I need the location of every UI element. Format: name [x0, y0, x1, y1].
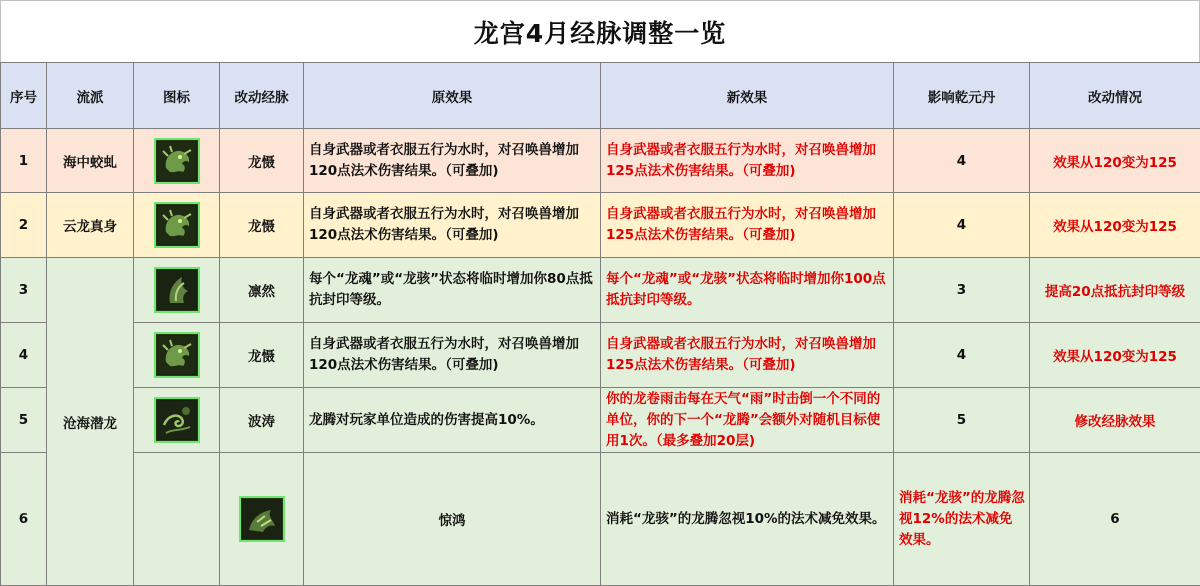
row-index: 3 [1, 258, 47, 323]
row-school: 云龙真身 [47, 193, 134, 258]
header-icon: 图标 [134, 63, 220, 129]
row-old-effect: 自身武器或者衣服五行为水时，对召唤兽增加120点法术伤害结果。（可叠加) [304, 129, 601, 193]
header-index: 序号 [1, 63, 47, 129]
meridian-table [0, 62, 1200, 586]
row-pill: 6 [1030, 453, 1200, 586]
row-meridian: 龙慑 [220, 193, 304, 258]
row-pill: 4 [894, 193, 1030, 258]
header-pill: 影响乾元丹 [894, 63, 1030, 129]
dragon-head-icon [154, 332, 200, 378]
dragon-roar-icon [239, 496, 285, 542]
row-meridian: 凛然 [220, 258, 304, 323]
row-old-effect: 龙腾对玩家单位造成的伤害提高10%。 [304, 388, 601, 453]
row-school [134, 453, 220, 586]
row-new-effect: 消耗“龙骇”的龙腾忽视12%的法术减免效果。 [894, 453, 1030, 586]
table-row [1, 193, 1200, 258]
row-icon-cell [134, 129, 220, 193]
row-meridian: 龙慑 [220, 323, 304, 388]
row-change: 效果从120变为125 [1030, 193, 1200, 258]
row-school: 海中蛟虬 [47, 129, 134, 193]
row-change: 效果从120变为125 [1030, 323, 1200, 388]
row-new-effect: 每个“龙魂”或“龙骇”状态将临时增加你100点抵抗封印等级。 [601, 258, 894, 323]
row-index: 4 [1, 323, 47, 388]
row-new-effect: 自身武器或者衣服五行为水时，对召唤兽增加125点法术伤害结果。（可叠加) [601, 193, 894, 258]
wave-swirl-icon [154, 397, 200, 443]
row-meridian: 波涛 [220, 388, 304, 453]
row-meridian: 龙慑 [220, 129, 304, 193]
row-pill: 3 [894, 258, 1030, 323]
table-row [1, 129, 1200, 193]
row-index: 5 [1, 388, 47, 453]
row-index: 6 [1, 453, 47, 586]
row-icon-cell [134, 193, 220, 258]
header-change: 改动情况 [1030, 63, 1200, 129]
row-old-effect: 自身武器或者衣服五行为水时，对召唤兽增加120点法术伤害结果。（可叠加) [304, 323, 601, 388]
row-icon-cell [134, 258, 220, 323]
row-old-effect: 消耗“龙骇”的龙腾忽视10%的法术减免效果。 [601, 453, 894, 586]
row-new-effect: 自身武器或者衣服五行为水时，对召唤兽增加125点法术伤害结果。（可叠加) [601, 129, 894, 193]
row-change: 修改经脉效果 [1030, 388, 1200, 453]
row-icon-cell [134, 323, 220, 388]
header-new-effect: 新效果 [601, 63, 894, 129]
row-change: 效果从120变为125 [1030, 129, 1200, 193]
dragon-head-icon [154, 202, 200, 248]
table-row [1, 453, 1200, 586]
table-row [1, 258, 1200, 323]
row-icon-cell [220, 453, 304, 586]
table-row [1, 388, 1200, 453]
header-old-effect: 原效果 [304, 63, 601, 129]
row-old-effect: 自身武器或者衣服五行为水时，对召唤兽增加120点法术伤害结果。（可叠加) [304, 193, 601, 258]
row-new-effect: 你的龙卷雨击每在天气“雨”时击倒一个不同的单位，你的下一个“龙腾”会额外对随机目标使用1次。（最多叠加20层) [601, 388, 894, 453]
page-title: 龙宫4月经脉调整一览 [0, 0, 1200, 62]
row-old-effect: 每个“龙魂”或“龙骇”状态将临时增加你80点抵抗封印等级。 [304, 258, 601, 323]
table-row [1, 323, 1200, 388]
header-school: 流派 [47, 63, 134, 129]
row-school: 沧海潜龙 [47, 258, 134, 586]
row-pill: 5 [894, 388, 1030, 453]
row-icon-cell [134, 388, 220, 453]
header-row [1, 63, 1200, 129]
row-index: 1 [1, 129, 47, 193]
row-pill: 4 [894, 129, 1030, 193]
row-pill: 4 [894, 323, 1030, 388]
row-change: 提高20点抵抗封印等级 [1030, 258, 1200, 323]
row-new-effect: 自身武器或者衣服五行为水时，对召唤兽增加125点法术伤害结果。（可叠加) [601, 323, 894, 388]
dragon-head-icon [154, 138, 200, 184]
row-meridian: 惊鸿 [304, 453, 601, 586]
dragon-spirit-icon [154, 267, 200, 313]
row-index: 2 [1, 193, 47, 258]
header-meridian: 改动经脉 [220, 63, 304, 129]
